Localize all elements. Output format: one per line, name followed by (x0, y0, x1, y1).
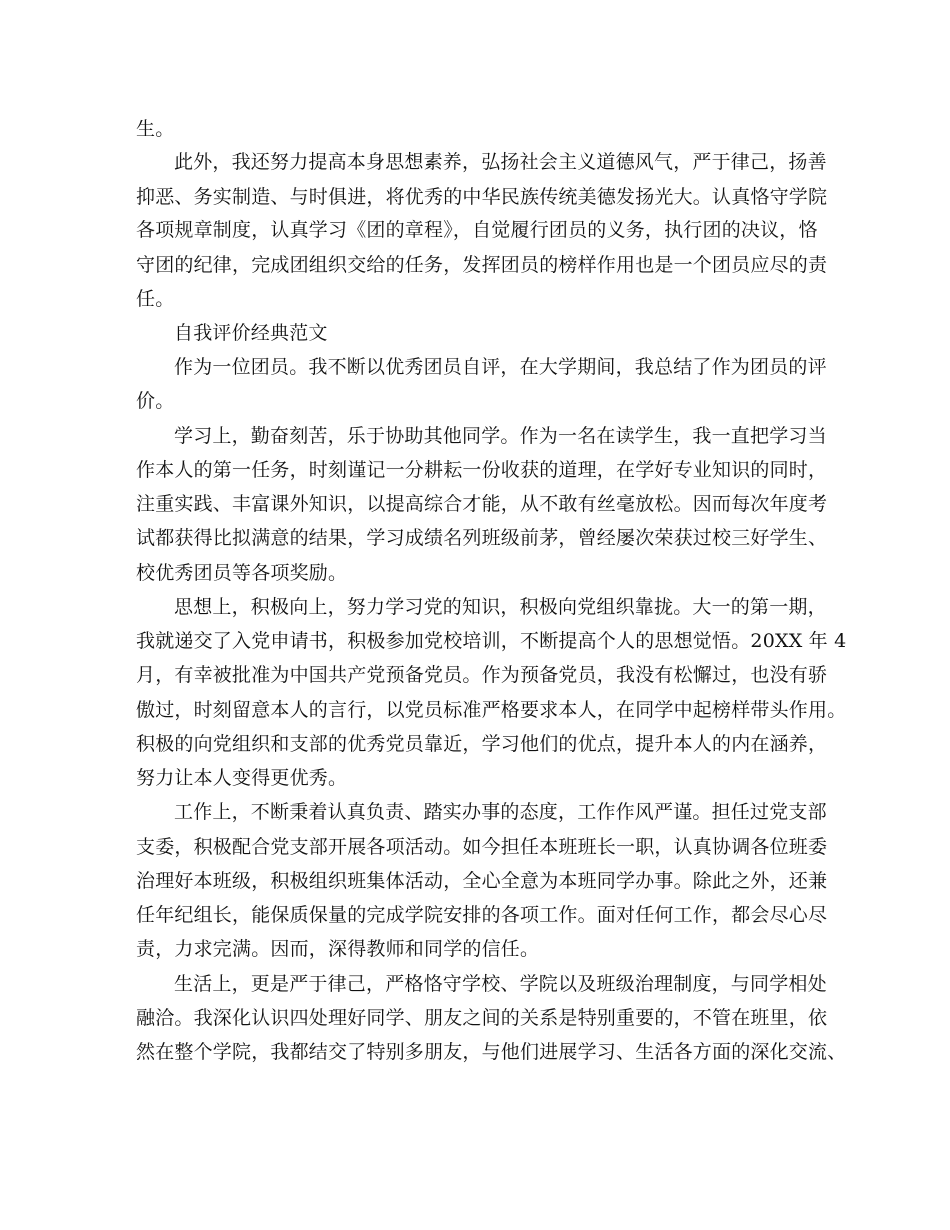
text-line: 工作上，不断秉着认真负责、踏实办事的态度，工作作风严谨。担任过党支部 (174, 801, 827, 823)
text-line: 积极的向党组织和支部的优秀党员靠近，学习他们的优点，提升本人的内在涵养， (136, 733, 828, 755)
text-line: 生。 (136, 118, 175, 140)
text-line: 校优秀团员等各项奖励。 (136, 562, 348, 584)
text-line: 生活上，更是严于律己，严格恪守学校、学院以及班级治理制度，与同学相处 (174, 973, 827, 995)
text-line: 努力让本人变得更优秀。 (136, 767, 348, 789)
text-line: 作为一位团员。我不断以优秀团员自评，在大学期间，我总结了作为团员的评 (174, 356, 827, 378)
text-line: 自我评价经典范文 (174, 322, 328, 344)
text-line: 我就递交了入党申请书，积极参加党校培训，不断提高个人的思想觉悟。20XX 年 4 (136, 630, 847, 652)
text-line: 注重实践、丰富课外知识，以提高综合才能，从不敢有丝毫放松。因而每次年度考 (136, 493, 828, 515)
text-line: 此外，我还努力提高本身思想素养，弘扬社会主义道德风气，严于律己，扬善 (174, 151, 827, 173)
text-line: 治理好本班级，积极组织班集体活动，全心全意为本班同学办事。除此之外，还兼 (136, 870, 828, 892)
text-line: 然在整个学院，我都结交了特别多朋友，与他们进展学习、生活各方面的深化交流、 (136, 1041, 847, 1063)
text-line: 各项规章制度，认真学习《团的章程》，自觉履行团员的义务，执行团的决议，恪 (136, 219, 818, 241)
text-line: 任。 (136, 288, 175, 310)
text-line: 试都获得比拟满意的结果，学习成绩名列班级前茅，曾经屡次荣获过校三好学生、 (136, 527, 828, 549)
text-line: 支委，积极配合党支部开展各项活动。如今担任本班班长一职，认真协调各位班委 (136, 836, 828, 858)
text-line: 月，有幸被批准为中国共产党预备党员。作为预备党员，我没有松懈过，也没有骄 (136, 664, 828, 686)
text-line: 傲过，时刻留意本人的言行，以党员标准严格要求本人，在同学中起榜样带头作用。 (136, 699, 847, 721)
text-line: 抑恶、务实制造、与时俱进，将优秀的中华民族传统美德发扬光大。认真恪守学院 (136, 186, 828, 208)
text-line: 作本人的第一任务，时刻谨记一分耕耘一份收获的道理，在学好专业知识的同时， (136, 459, 828, 481)
text-line: 责，力求完满。因而，深得教师和同学的信任。 (136, 938, 540, 960)
text-line: 任年纪组长，能保质保量的完成学院安排的各项工作。面对任何工作，都会尽心尽 (136, 904, 828, 926)
text-line: 价。 (136, 390, 175, 412)
text-line: 思想上，积极向上，努力学习党的知识，积极向党组织靠拢。大一的第一期， (174, 596, 827, 618)
text-line: 守团的纪律，完成团组织交给的任务，发挥团员的榜样作用也是一个团员应尽的责 (136, 254, 828, 276)
text-line: 学习上，勤奋刻苦，乐于协助其他同学。作为一名在读学生，我一直把学习当 (174, 425, 827, 447)
text-line: 融洽。我深化认识四处理好同学、朋友之间的关系是特别重要的，不管在班里，依 (136, 1007, 828, 1029)
